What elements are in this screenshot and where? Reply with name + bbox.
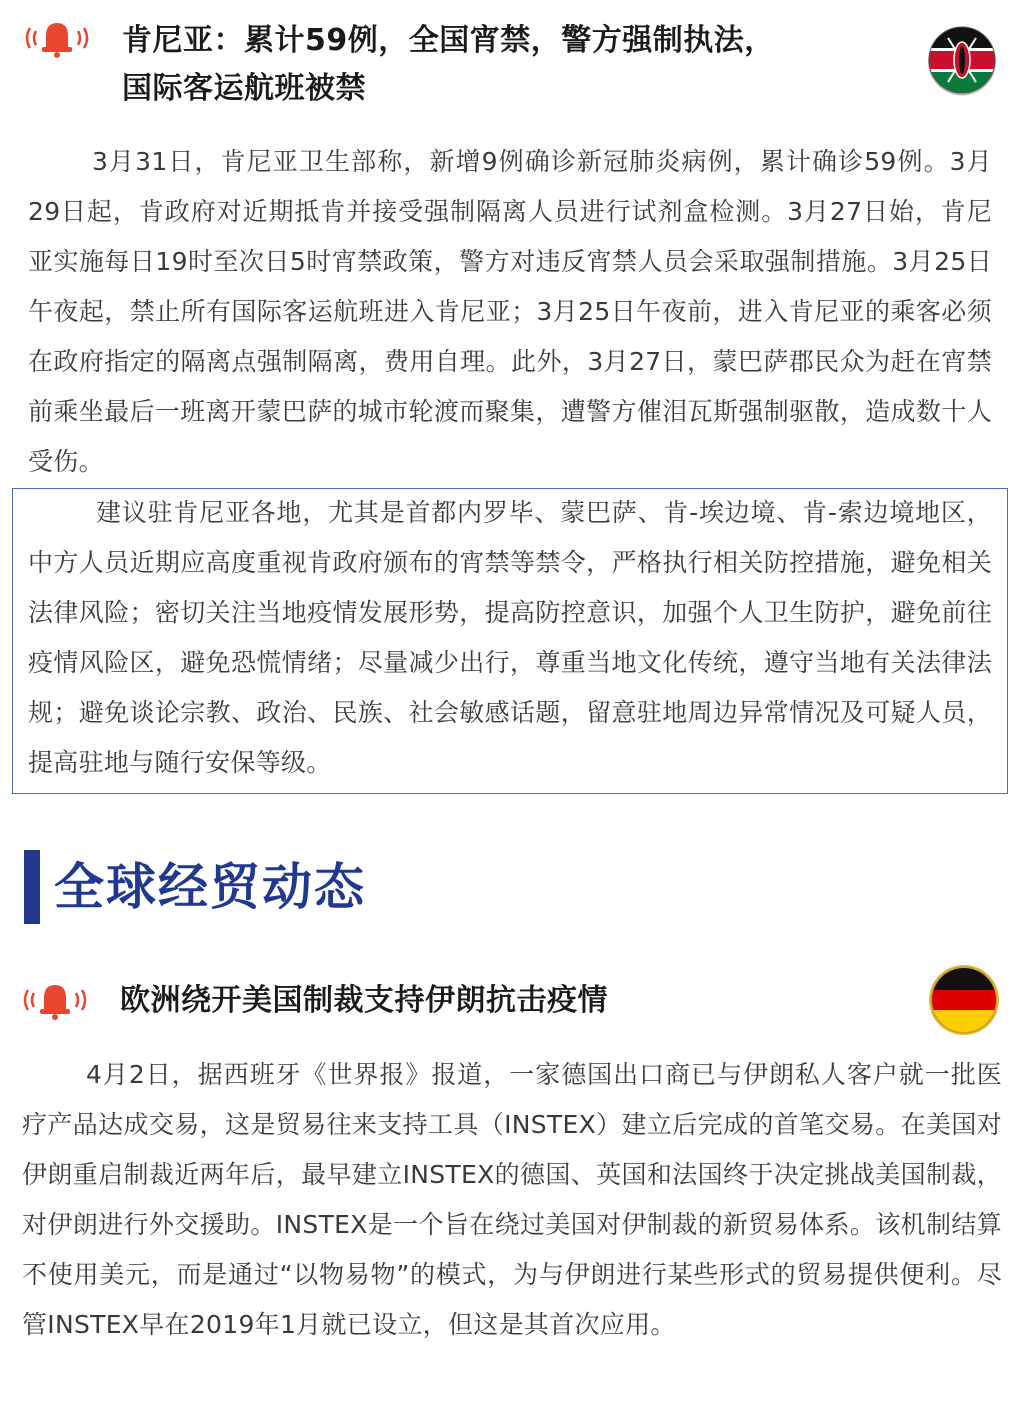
alarm-bell-icon [22, 18, 92, 58]
article-1-advice: 建议驻肯尼亚各地，尤其是首都内罗毕、蒙巴萨、肯-埃边境、肯-索边境地区，中方人员近期应高度重视肯政府颁布的宵禁等禁令，严格执行相关防控措施，避免相关法律风险；密切关注当地疫情发展形势，提高防控意识，加强个人卫生防护，避免前往疫情风险区，避免恐慌情绪；尽量减少出行，尊重当地文化传统，遵守当地有关法律法规；避免谈论宗教、政治、民族、社会敏感话题，留意驻地周边异常情况及可疑人员，提高驻地与随行安保等级。 [28, 498, 992, 777]
kenya-flag-icon [926, 24, 998, 96]
article-2-body: 4月2日，据西班牙《世界报》报道，一家德国出口商已与伊朗私人客户就一批医疗产品达成交易，这是贸易往来支持工具（INSTEX）建立后完成的首笔交易。在美国对伊朗重启制裁近两年后，最早建立INSTEX的德国、英国和法国终于决定挑战美国制裁，对伊朗进行外交援助。INSTEX是一个旨在绕过美国对伊制裁的新贸易体系。该机制结算不使用美元，而是通过“以物易物”的模式，为与伊朗进行某些形式的贸易提供便利。尽管INSTEX早在2019年1月就已设立，但这是其首次应用。 [22, 1060, 1002, 1339]
article-1-body: 3月31日，肯尼亚卫生部称，新增9例确诊新冠肺炎病例，累计确诊59例。3月29日起，肯政府对近期抵肯并接受强制隔离人员进行试剂盒检测。3月27日始，肯尼亚实施每日19时至次日5时宵禁政策，警方对违反宵禁人员会采取强制措施。3月25日午夜起，禁止所有国际客运航班进入肯尼亚；3月25日午夜前，进入肯尼亚的乘客必须在政府指定的隔离点强制隔离，费用自理。此外，3月27日，蒙巴萨郡民众为赶在宵禁前乘坐最后一班离开蒙巴萨的城市轮渡而聚集，遭警方催泪瓦斯强制驱散，造成数十人受伤。 [28, 147, 992, 476]
germany-flag-icon [928, 964, 1000, 1036]
article-1-title-line-1: 肯尼亚：累计59例，全国宵禁，警方强制执法， [122, 23, 775, 58]
alarm-bell-icon [20, 980, 90, 1020]
article-2-title: 欧洲绕开美国制裁支持伊朗抗击疫情 [120, 983, 608, 1018]
section-title: 全球经贸动态 [54, 858, 366, 916]
section-accent-bar [24, 850, 40, 924]
article-1-title-line-2: 国际客运航班被禁 [122, 71, 366, 106]
